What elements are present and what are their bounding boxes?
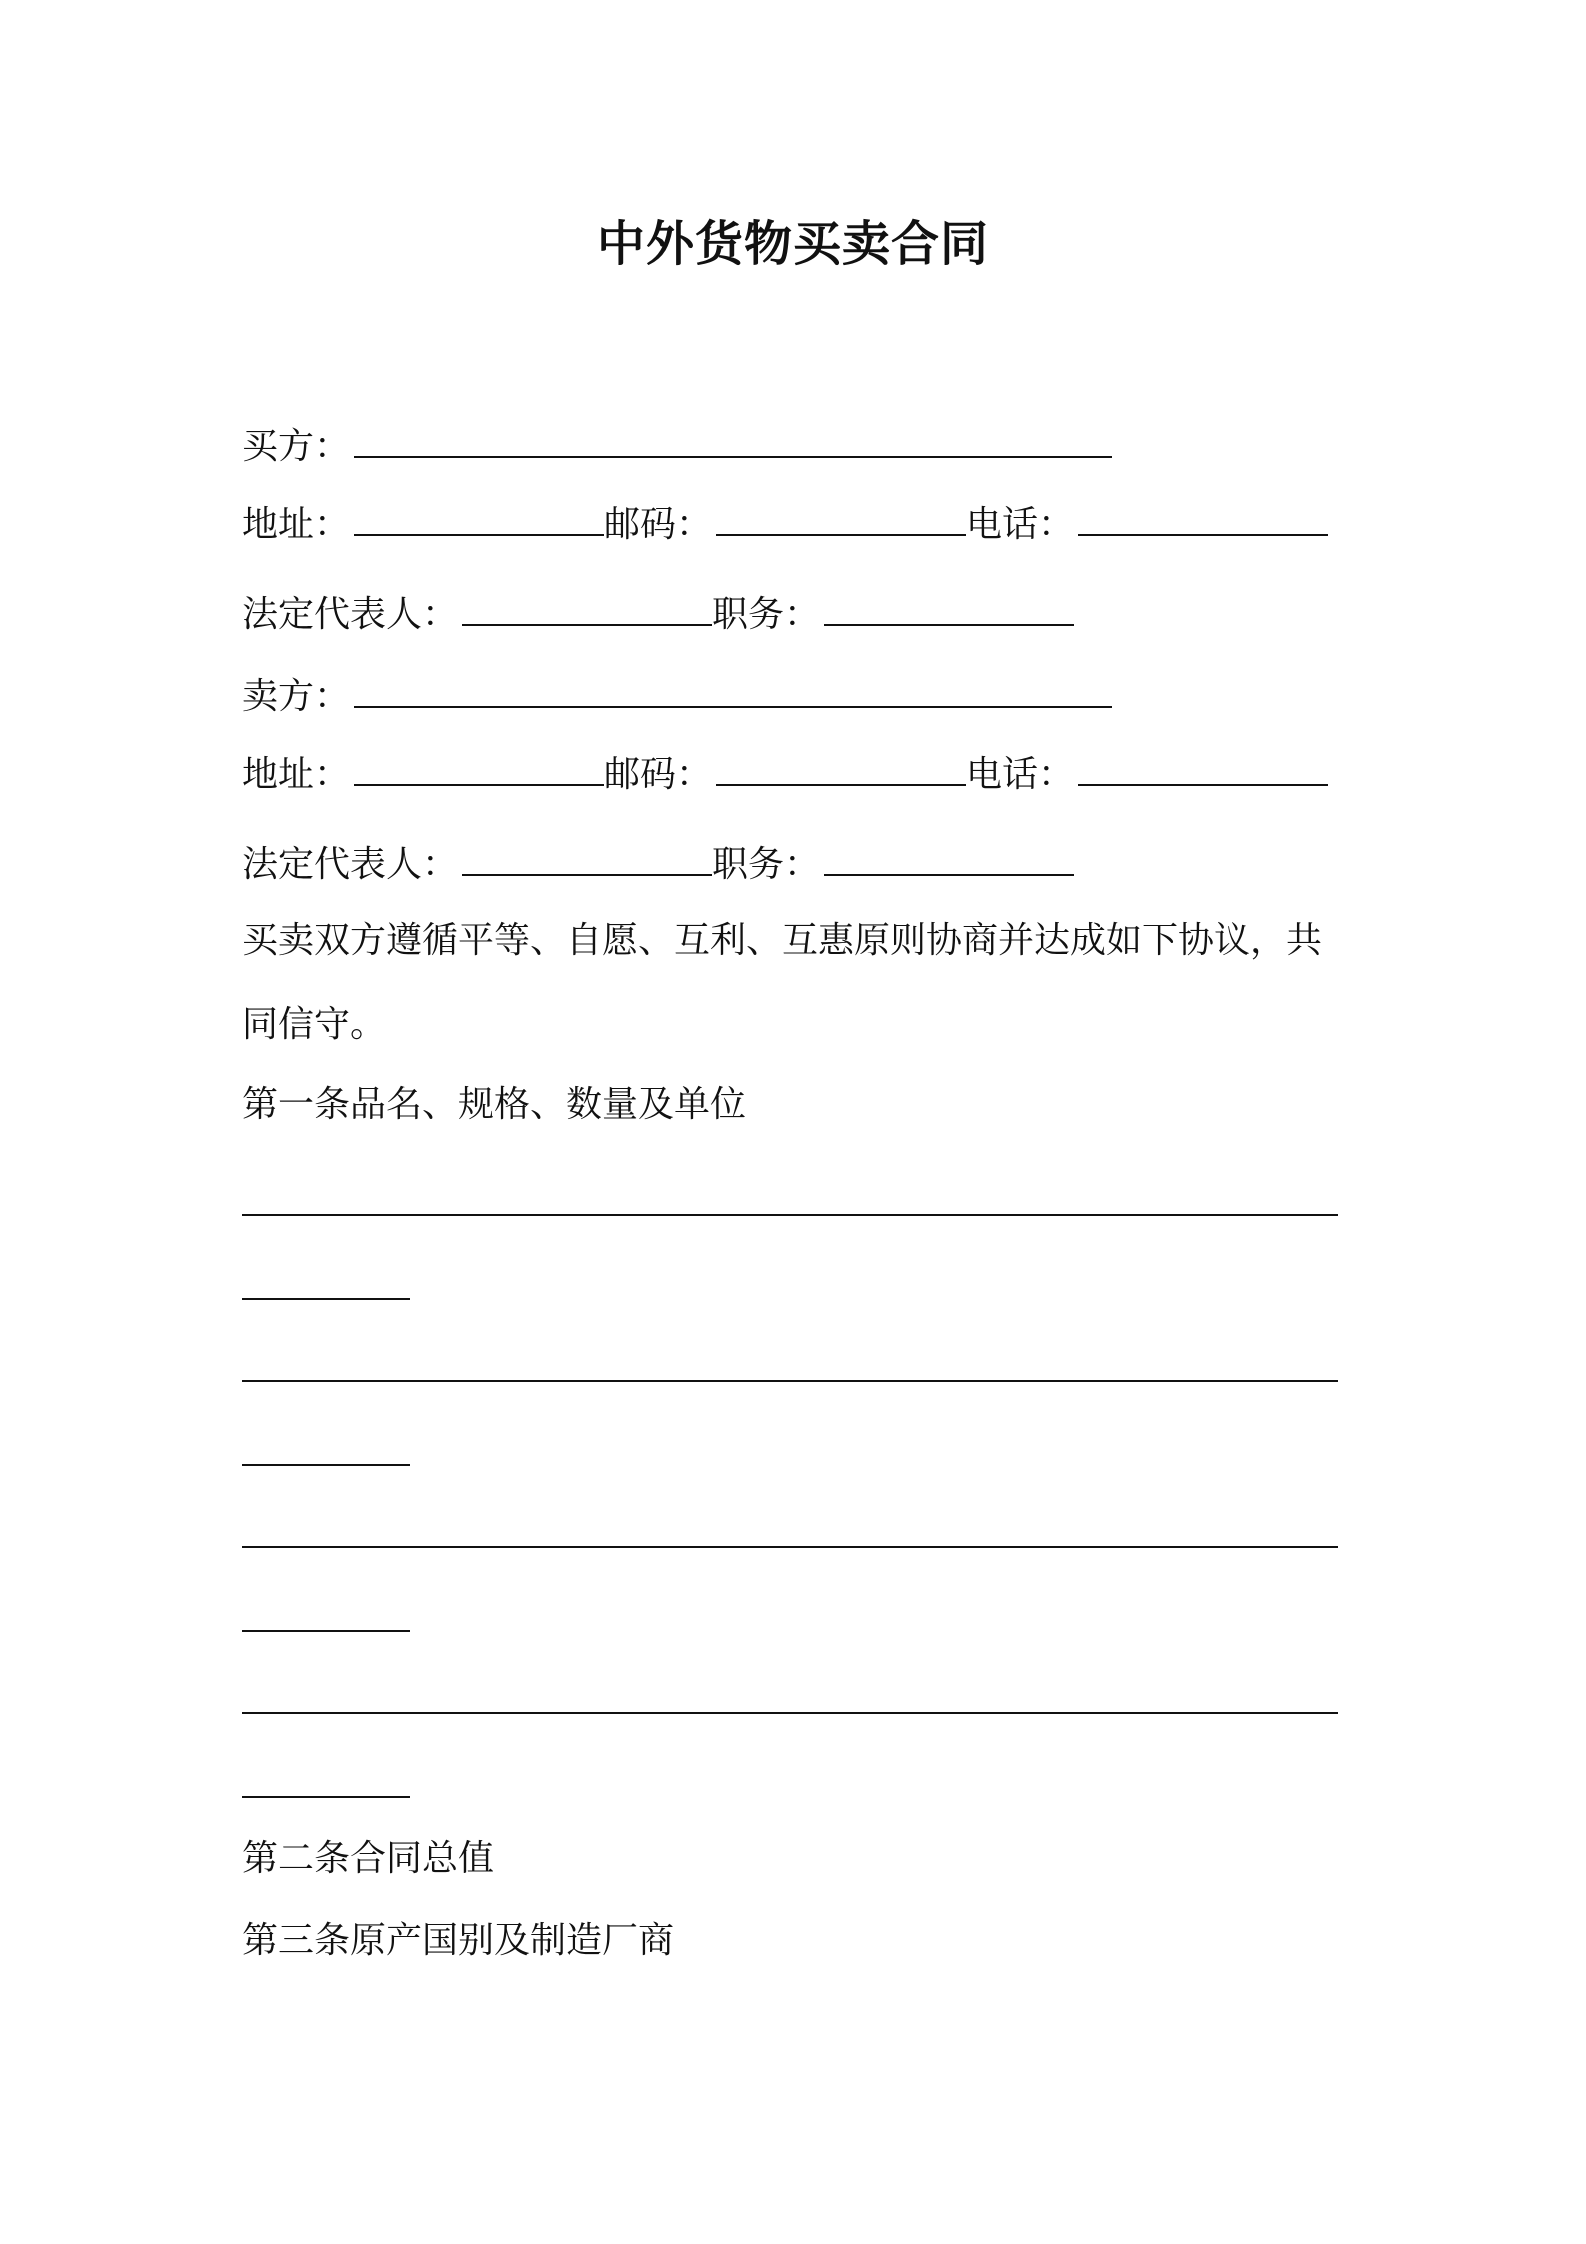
buyer-contact-line [242,496,1328,550]
seller-label: 卖方： [242,676,351,717]
article-1-blank-line[interactable] [242,1712,1338,1714]
seller-legal-rep-field[interactable] [462,836,712,876]
preamble-line-2: 同信守。 [242,1004,387,1045]
article-1-blank-line-tail[interactable] [242,1298,410,1300]
buyer-phone-field[interactable] [1078,496,1328,536]
seller-phone-field[interactable] [1078,746,1328,786]
buyer-legal-rep-label: 法定代表人： [242,594,459,635]
article-1-blank-line[interactable] [242,1546,1338,1548]
article-1-blank-line[interactable] [242,1380,1338,1382]
seller-phone-label: 电话： [966,754,1075,795]
buyer-line [242,418,1112,472]
article-1-blank-line[interactable] [242,1214,1338,1216]
seller-postcode-field[interactable] [716,746,966,786]
buyer-postcode-field[interactable] [716,496,966,536]
buyer-name-field[interactable] [354,418,1112,458]
seller-name-field[interactable] [354,668,1112,708]
buyer-label: 买方： [242,426,351,467]
seller-position-label: 职务： [712,844,821,885]
document-title: 中外货物买卖合同 [596,216,989,272]
preamble-line-1: 买卖双方遵循平等、自愿、互利、互惠原则协商并达成如下协议，共 [242,920,1323,961]
article-1-blank-line-tail[interactable] [242,1796,410,1798]
seller-position-field[interactable] [824,836,1074,876]
seller-postcode-label: 邮码： [604,754,713,795]
article-2-heading: 第二条合同总值 [242,1838,495,1879]
buyer-address-field[interactable] [354,496,604,536]
article-1-blank-line-tail[interactable] [242,1630,410,1632]
article-3-heading: 第三条原产国别及制造厂商 [242,1920,675,1961]
seller-rep-line [242,836,1074,890]
article-1-blank-line-tail[interactable] [242,1464,410,1466]
buyer-address-label: 地址： [242,504,351,545]
buyer-postcode-label: 邮码： [604,504,713,545]
seller-address-field[interactable] [354,746,604,786]
buyer-phone-label: 电话： [966,504,1075,545]
buyer-position-field[interactable] [824,586,1074,626]
buyer-rep-line [242,586,1074,640]
buyer-legal-rep-field[interactable] [462,586,712,626]
seller-contact-line [242,746,1328,800]
seller-line [242,668,1112,722]
seller-legal-rep-label: 法定代表人： [242,844,459,885]
seller-address-label: 地址： [242,754,351,795]
buyer-position-label: 职务： [712,594,821,635]
article-1-heading: 第一条品名、规格、数量及单位 [242,1084,747,1125]
